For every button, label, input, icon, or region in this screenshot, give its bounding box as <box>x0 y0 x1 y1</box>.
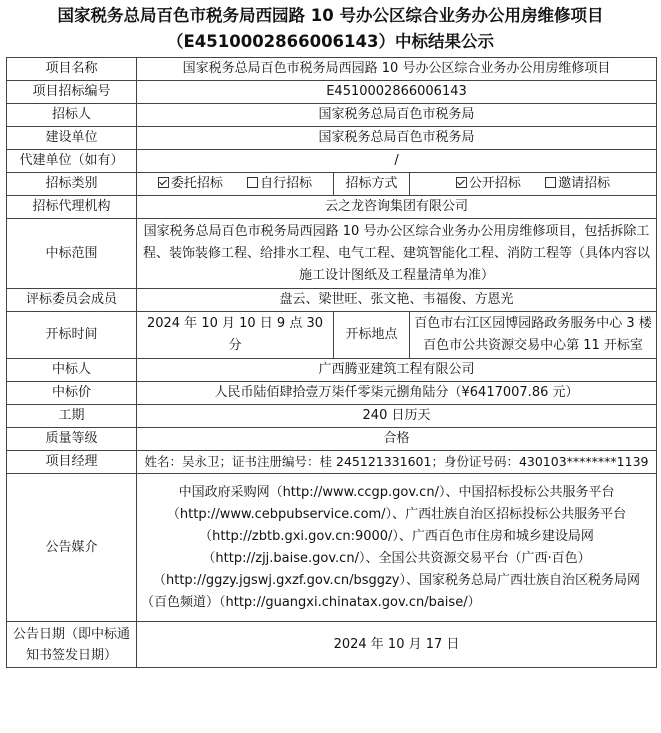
row-price <box>7 382 657 405</box>
value-committee: 盘云、梁世旺、张文艳、韦福俊、方恩光 <box>137 289 657 312</box>
tender-method-options <box>410 173 657 196</box>
label-tender-type: 招标类别 <box>7 173 137 196</box>
value-scope: 国家税务总局百色市税务局西园路 10 号办公区综合业务办公用房维修项目，包括拆除工程、装饰装修工程、给排水工程、电气工程、建筑智能化工程、消防工程等（具体内容以施工设计图纸及工程量清单为准） <box>137 219 657 289</box>
row-agent-builder <box>7 150 657 173</box>
label-builder: 建设单位 <box>7 127 137 150</box>
row-scope <box>7 219 657 289</box>
option-open-label: 公开招标 <box>468 176 521 191</box>
value-project-name: 国家税务总局百色市税务局西园路 10 号办公区综合业务办公用房维修项目 <box>137 58 657 81</box>
value-builder: 国家税务总局百色市税务局 <box>137 127 657 150</box>
label-agent-builder: 代建单位（如有） <box>7 150 137 173</box>
label-scope: 中标范围 <box>7 219 137 289</box>
value-winner: 广西腾亚建筑工程有限公司 <box>137 359 657 382</box>
value-agency: 云之龙咨询集团有限公司 <box>137 196 657 219</box>
label-tender-method: 招标方式 <box>334 173 410 196</box>
row-manager <box>7 451 657 474</box>
row-tenderer <box>7 104 657 127</box>
label-agency: 招标代理机构 <box>7 196 137 219</box>
option-entrusted-label: 委托招标 <box>170 176 223 191</box>
value-agent-builder: / <box>137 150 657 173</box>
label-media: 公告媒介 <box>7 474 137 622</box>
value-opening-time: 2024 年 10 月 10 日 9 点 30 分 <box>137 312 334 359</box>
label-committee: 评标委员会成员 <box>7 289 137 312</box>
label-price: 中标价 <box>7 382 137 405</box>
value-media: 中国政府采购网（http://www.ccgp.gov.cn/）、中国招标投标公共服务平台（http://www.cebpubservice.com/）、广西壮族自治区招标投标公共服务平台（http://zbtb.gxi.gov.cn:9000/）、广西百色市住房和城乡建设局网（http://zjj.baise.gov.cn/）、全国公共资源交易平台（广西·百色）（http://ggzy.jgswj.gxzf.gov.cn/bsggzy）、国家税务总局广西壮族自治区税务局网（百色频道）（http://guangxi.chinatax.gov.cn/baise/） <box>137 474 657 622</box>
row-quality <box>7 428 657 451</box>
title-line-2: （E4510002866006143）中标结果公示 <box>167 32 494 51</box>
row-builder <box>7 127 657 150</box>
option-invite[interactable] <box>545 176 610 191</box>
value-project-code: E4510002866006143 <box>137 81 657 104</box>
checkbox-empty-icon[interactable] <box>247 177 258 188</box>
label-date: 公告日期（即中标通知书签发日期） <box>7 622 137 668</box>
label-tenderer: 招标人 <box>7 104 137 127</box>
option-open[interactable] <box>456 176 521 191</box>
result-table <box>6 57 657 668</box>
tender-type-options <box>137 173 334 196</box>
label-manager: 项目经理 <box>7 451 137 474</box>
value-quality: 合格 <box>137 428 657 451</box>
label-opening-time: 开标时间 <box>7 312 137 359</box>
option-self-label: 自行招标 <box>260 176 313 191</box>
label-project-code: 项目招标编号 <box>7 81 137 104</box>
label-winner: 中标人 <box>7 359 137 382</box>
option-entrusted[interactable] <box>158 176 223 191</box>
value-date: 2024 年 10 月 17 日 <box>137 622 657 668</box>
page-title <box>0 0 661 55</box>
value-opening-place: 百色市右江区园博园路政务服务中心 3 楼百色市公共资源交易中心第 11 开标室 <box>410 312 657 359</box>
row-date <box>7 622 657 668</box>
value-manager: 姓名：吴永卫；证书注册编号：桂 245121331601；身份证号码：430103********1139 <box>137 451 657 474</box>
row-media <box>7 474 657 622</box>
label-duration: 工期 <box>7 405 137 428</box>
row-project-code <box>7 81 657 104</box>
row-tender-type <box>7 173 657 196</box>
checkbox-checked-icon[interactable] <box>456 177 467 188</box>
value-duration: 240 日历天 <box>137 405 657 428</box>
row-agency <box>7 196 657 219</box>
checkbox-checked-icon[interactable] <box>158 177 169 188</box>
label-opening-place: 开标地点 <box>334 312 410 359</box>
value-tenderer: 国家税务总局百色市税务局 <box>137 104 657 127</box>
checkbox-empty-icon[interactable] <box>545 177 556 188</box>
option-invite-label: 邀请招标 <box>558 176 611 191</box>
title-line-1: 国家税务总局百色市税务局西园路 10 号办公区综合业务办公用房维修项目 <box>57 6 604 25</box>
row-committee <box>7 289 657 312</box>
label-project-name: 项目名称 <box>7 58 137 81</box>
label-quality: 质量等级 <box>7 428 137 451</box>
value-price: 人民币陆佰肆拾壹万柒仟零柒元捌角陆分（¥6417007.86 元） <box>137 382 657 405</box>
row-opening <box>7 312 657 359</box>
option-self[interactable] <box>247 176 312 191</box>
row-project-name <box>7 58 657 81</box>
row-winner <box>7 359 657 382</box>
row-duration <box>7 405 657 428</box>
